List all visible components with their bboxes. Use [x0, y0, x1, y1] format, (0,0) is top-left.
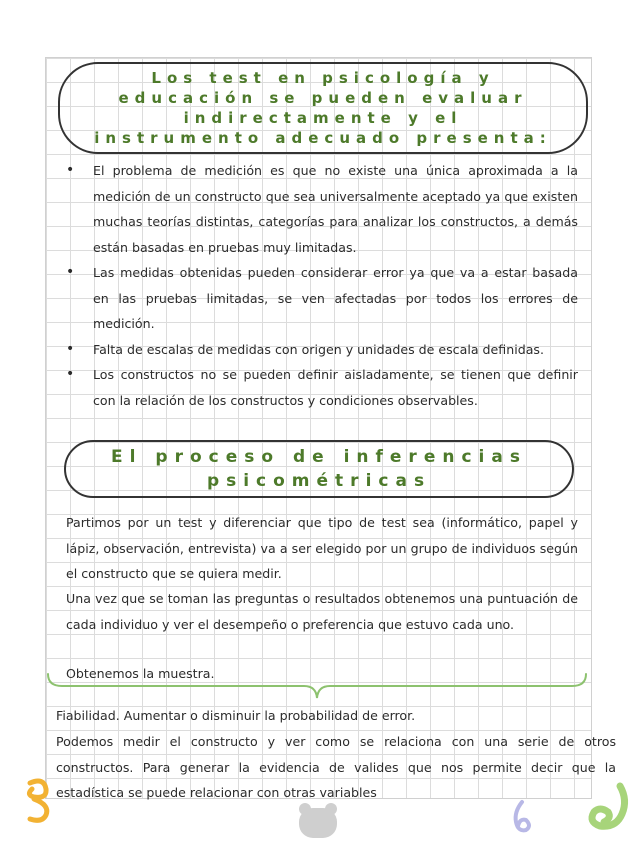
heading-pill-1 — [58, 62, 588, 154]
tail-paragraph: Podemos medir el constructo y ver como se relaciona con una serie de otros constructos. Para generar la evidencia de valides que nos permite decir que la estadística se puede relacionar con otras variables — [56, 734, 616, 800]
paragraph: Una vez que se toman las preguntas o resultados obtenemos una puntuación de cada individuo y ver el desempeño o preferencia que estuvo cada uno. — [66, 591, 578, 632]
heading-1: Los test en psicología y educación se pueden evaluar indirectamente y el instrumento adecuado presenta: — [94, 69, 552, 147]
paragraph: Partimos por un test y diferenciar que tipo de test sea (informático, papel y lápiz, observación, entrevista) va a ser elegido por un grupo de individuos según el constructo que se quiera medir. — [66, 515, 578, 581]
tail-line: Fiabilidad. Aumentar o disminuir la probabilidad de error. — [56, 708, 416, 723]
bullet-item: • Las medidas obtenidas pueden considerar error ya que va a estar basada en las pruebas limitadas, se ven afectadas por todos los errores de medición. — [66, 260, 578, 337]
curly-brace-icon — [46, 672, 588, 704]
lavender-swirl-icon — [508, 798, 536, 838]
bear-icon — [296, 800, 340, 840]
green-swirl-icon — [582, 780, 632, 836]
heading-pill-2 — [64, 440, 574, 498]
bullet-item: • El problema de medición es que no existe una única aproximada a la medición de un constructo que sea universalmente aceptado ya que existen muchas teorías distintas, categorías para analizar los constructos, a demás están basadas en pruebas muy limitadas. — [66, 158, 578, 260]
paragraph: Obtenemos la muestra. — [66, 666, 215, 681]
bullet-item: • Falta de escalas de medidas con origen y unidades de escala definidas. — [66, 337, 578, 363]
bullet-item: • Los constructos no se pueden definir aisladamente, se tienen que definir con la relación de los constructos y condiciones observables. — [66, 362, 578, 413]
bullet-list — [66, 158, 578, 413]
heading-2: El proceso de inferencias psicométricas — [111, 447, 527, 491]
yellow-swirl-icon — [20, 775, 56, 825]
